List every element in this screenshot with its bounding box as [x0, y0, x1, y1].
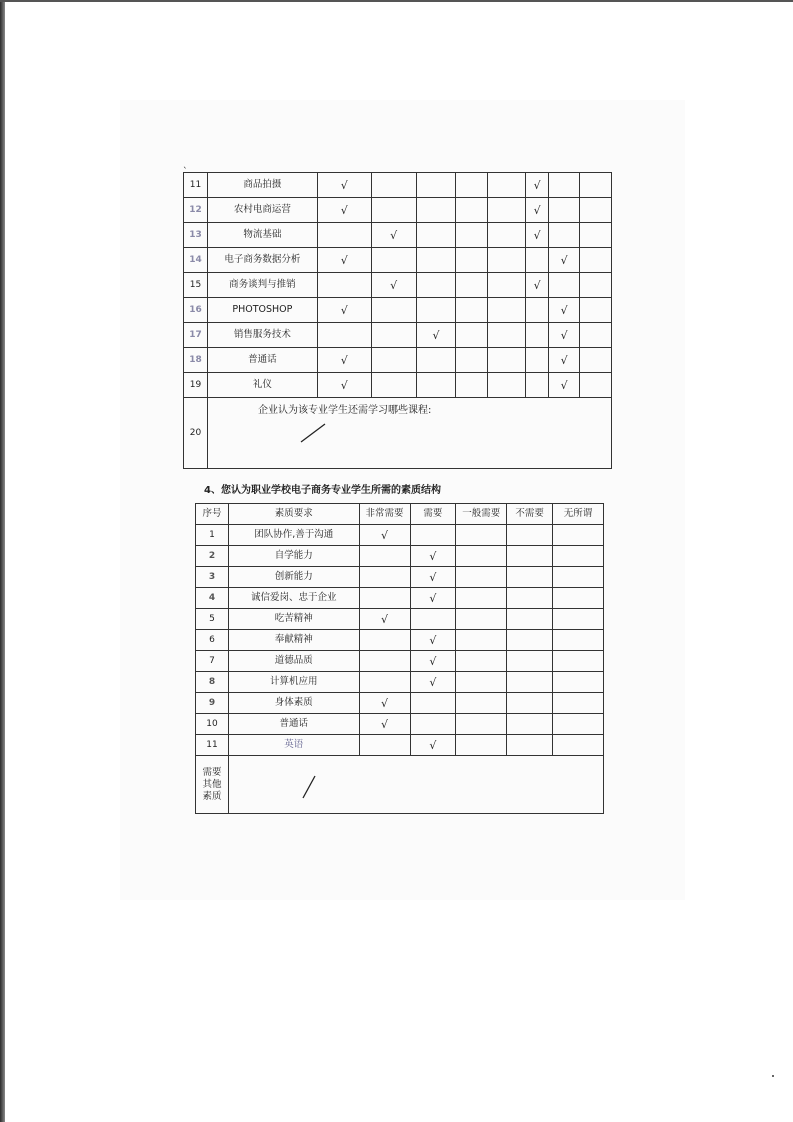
row-number: 3 — [196, 567, 229, 588]
table-header-row — [196, 504, 604, 525]
row-number: 11 — [184, 173, 208, 198]
check-cell: √ — [416, 323, 456, 348]
table-row — [184, 323, 612, 348]
header-very-needed: 非常需要 — [359, 504, 410, 525]
table-row — [196, 735, 604, 756]
requirement-name: 自学能力 — [228, 546, 359, 567]
check-cell — [456, 273, 488, 298]
check-cell — [359, 567, 410, 588]
scan-speck — [772, 1075, 774, 1077]
check-cell — [553, 546, 604, 567]
check-cell — [416, 348, 456, 373]
check-cell — [456, 714, 507, 735]
check-cell — [553, 672, 604, 693]
check-cell: √ — [359, 714, 410, 735]
check-cell: √ — [317, 348, 371, 373]
check-cell — [488, 273, 526, 298]
section-title: 4、您认为职业学校电子商务专业学生所需的素质结构 — [204, 485, 441, 496]
check-cell: √ — [359, 693, 410, 714]
requirement-name: 道德品质 — [228, 651, 359, 672]
check-cell: √ — [549, 348, 580, 373]
check-cell — [371, 373, 416, 398]
check-cell: √ — [549, 298, 580, 323]
check-cell — [456, 567, 507, 588]
table-row — [196, 714, 604, 735]
header-number: 序号 — [196, 504, 229, 525]
check-cell — [553, 525, 604, 546]
other-qualities-label: 需要其他素质 — [202, 766, 222, 802]
check-cell: √ — [549, 373, 580, 398]
course-name: 普通话 — [207, 348, 317, 373]
check-cell: √ — [359, 609, 410, 630]
check-cell — [580, 198, 612, 223]
row-number: 7 — [196, 651, 229, 672]
check-cell — [526, 323, 549, 348]
check-cell — [507, 651, 553, 672]
check-cell — [488, 323, 526, 348]
check-cell — [456, 651, 507, 672]
table-row — [184, 298, 612, 323]
row-number: 16 — [184, 298, 208, 323]
check-cell — [410, 714, 456, 735]
check-cell — [488, 298, 526, 323]
row-number: 6 — [196, 630, 229, 651]
check-cell: √ — [371, 223, 416, 248]
row-number: 1 — [196, 525, 229, 546]
row-number: 4 — [196, 588, 229, 609]
check-cell: √ — [317, 173, 371, 198]
header-indifferent: 无所谓 — [553, 504, 604, 525]
check-cell — [371, 173, 416, 198]
check-cell — [416, 198, 456, 223]
table-row — [184, 173, 612, 198]
check-cell: √ — [549, 323, 580, 348]
check-cell — [526, 248, 549, 273]
check-cell — [456, 735, 507, 756]
course-name: 商品拍摄 — [207, 173, 317, 198]
course-name: 商务谈判与推销 — [207, 273, 317, 298]
check-cell — [580, 273, 612, 298]
check-cell — [410, 693, 456, 714]
check-cell — [456, 546, 507, 567]
check-cell: √ — [410, 735, 456, 756]
check-cell — [371, 298, 416, 323]
check-cell — [359, 630, 410, 651]
course-name: 电子商务数据分析 — [207, 248, 317, 273]
check-cell — [456, 223, 488, 248]
check-cell — [488, 173, 526, 198]
check-cell — [416, 373, 456, 398]
requirement-name: 创新能力 — [228, 567, 359, 588]
check-cell — [553, 714, 604, 735]
check-cell: √ — [317, 248, 371, 273]
check-cell: √ — [526, 273, 549, 298]
course-table — [183, 172, 612, 469]
row-number: 10 — [196, 714, 229, 735]
check-cell — [553, 609, 604, 630]
row-number: 20 — [184, 398, 208, 469]
check-cell — [456, 248, 488, 273]
check-cell — [456, 198, 488, 223]
check-cell: √ — [410, 567, 456, 588]
check-cell — [416, 273, 456, 298]
check-cell — [507, 525, 553, 546]
check-cell — [549, 273, 580, 298]
check-cell — [507, 630, 553, 651]
check-cell: √ — [317, 373, 371, 398]
check-cell — [456, 525, 507, 546]
header-requirement: 素质要求 — [228, 504, 359, 525]
course-name: 农村电商运营 — [207, 198, 317, 223]
additional-courses-question: 企业认为该专业学生还需学习哪些课程: — [257, 405, 432, 416]
check-cell — [456, 588, 507, 609]
row-number: 17 — [184, 323, 208, 348]
scan-tick-mark: ` — [183, 167, 188, 177]
check-cell — [456, 173, 488, 198]
table-row — [196, 693, 604, 714]
row-number: 11 — [196, 735, 229, 756]
check-cell: √ — [410, 546, 456, 567]
row-number: 18 — [184, 348, 208, 373]
check-cell — [456, 348, 488, 373]
check-cell — [526, 348, 549, 373]
table-row — [196, 609, 604, 630]
table-row — [184, 348, 612, 373]
check-cell — [488, 223, 526, 248]
check-cell — [580, 348, 612, 373]
course-name: 物流基础 — [207, 223, 317, 248]
requirement-name: 奉献精神 — [228, 630, 359, 651]
check-cell — [488, 248, 526, 273]
row-number: 5 — [196, 609, 229, 630]
check-cell — [507, 714, 553, 735]
row-number: 8 — [196, 672, 229, 693]
table-row — [184, 373, 612, 398]
check-cell — [371, 248, 416, 273]
check-cell — [553, 630, 604, 651]
table-row-other-qualities — [196, 756, 604, 814]
course-name: 礼仪 — [207, 373, 317, 398]
check-cell — [580, 323, 612, 348]
row-number: 12 — [184, 198, 208, 223]
check-cell: √ — [549, 248, 580, 273]
check-cell: √ — [526, 173, 549, 198]
check-cell — [456, 672, 507, 693]
check-cell — [416, 298, 456, 323]
requirement-name: 身体素质 — [228, 693, 359, 714]
check-cell: √ — [371, 273, 416, 298]
check-cell — [580, 298, 612, 323]
check-cell — [507, 588, 553, 609]
check-cell — [456, 609, 507, 630]
scan-top-edge — [0, 0, 793, 2]
table-row — [196, 546, 604, 567]
check-cell — [371, 323, 416, 348]
check-cell — [456, 693, 507, 714]
course-name: 销售服务技术 — [207, 323, 317, 348]
check-cell — [507, 567, 553, 588]
additional-courses-cell — [207, 398, 611, 469]
check-cell — [371, 348, 416, 373]
check-cell: √ — [410, 630, 456, 651]
check-cell — [488, 348, 526, 373]
check-cell — [456, 323, 488, 348]
other-qualities-label-cell — [196, 756, 229, 814]
check-cell: √ — [410, 672, 456, 693]
table-row — [196, 567, 604, 588]
table-row — [184, 198, 612, 223]
check-cell — [507, 546, 553, 567]
table-row — [196, 525, 604, 546]
check-cell — [359, 546, 410, 567]
check-cell — [580, 223, 612, 248]
requirement-name: 诚信爱岗、忠于企业 — [228, 588, 359, 609]
check-cell — [580, 248, 612, 273]
table-row — [196, 651, 604, 672]
check-cell — [488, 373, 526, 398]
check-cell — [507, 609, 553, 630]
requirement-name: 吃苦精神 — [228, 609, 359, 630]
header-needed: 需要 — [410, 504, 456, 525]
table-row — [184, 273, 612, 298]
check-cell — [416, 223, 456, 248]
check-cell — [416, 248, 456, 273]
check-cell — [371, 198, 416, 223]
check-cell — [359, 735, 410, 756]
check-cell: √ — [359, 525, 410, 546]
row-number: 15 — [184, 273, 208, 298]
table-row-additional-courses — [184, 398, 612, 469]
check-cell — [507, 672, 553, 693]
requirement-name: 英语 — [228, 735, 359, 756]
requirement-name: 计算机应用 — [228, 672, 359, 693]
table-row — [196, 630, 604, 651]
check-cell: √ — [526, 223, 549, 248]
handwritten-slash — [299, 774, 319, 800]
table-row — [196, 672, 604, 693]
row-number: 14 — [184, 248, 208, 273]
table-row — [184, 223, 612, 248]
check-cell — [456, 630, 507, 651]
check-cell — [317, 223, 371, 248]
check-cell — [553, 693, 604, 714]
check-cell — [317, 323, 371, 348]
check-cell — [580, 173, 612, 198]
row-number: 2 — [196, 546, 229, 567]
check-cell: √ — [526, 198, 549, 223]
row-number: 9 — [196, 693, 229, 714]
check-cell: √ — [317, 298, 371, 323]
check-cell — [456, 298, 488, 323]
check-cell: √ — [317, 198, 371, 223]
check-cell — [359, 672, 410, 693]
check-cell — [549, 223, 580, 248]
course-name: PHOTOSHOP — [207, 298, 317, 323]
check-cell — [488, 198, 526, 223]
check-cell — [507, 693, 553, 714]
row-number: 19 — [184, 373, 208, 398]
check-cell — [526, 373, 549, 398]
other-qualities-cell — [228, 756, 603, 814]
quality-table — [195, 503, 604, 814]
check-cell — [553, 735, 604, 756]
scan-left-edge — [0, 0, 5, 1122]
check-cell — [410, 525, 456, 546]
check-cell — [526, 298, 549, 323]
check-cell — [359, 588, 410, 609]
check-cell — [410, 609, 456, 630]
check-cell — [359, 651, 410, 672]
table-row — [184, 248, 612, 273]
check-cell — [553, 651, 604, 672]
check-cell — [549, 198, 580, 223]
header-generally-needed: 一般需要 — [456, 504, 507, 525]
check-cell — [553, 567, 604, 588]
check-cell — [507, 735, 553, 756]
check-cell: √ — [410, 588, 456, 609]
check-cell — [580, 373, 612, 398]
header-not-needed: 不需要 — [507, 504, 553, 525]
check-cell — [317, 273, 371, 298]
row-number: 13 — [184, 223, 208, 248]
check-cell — [416, 173, 456, 198]
check-cell — [456, 373, 488, 398]
table-row — [196, 588, 604, 609]
check-cell — [553, 588, 604, 609]
check-cell — [549, 173, 580, 198]
requirement-name: 团队协作,善于沟通 — [228, 525, 359, 546]
requirement-name: 普通话 — [228, 714, 359, 735]
handwritten-slash — [298, 422, 328, 444]
check-cell: √ — [410, 651, 456, 672]
